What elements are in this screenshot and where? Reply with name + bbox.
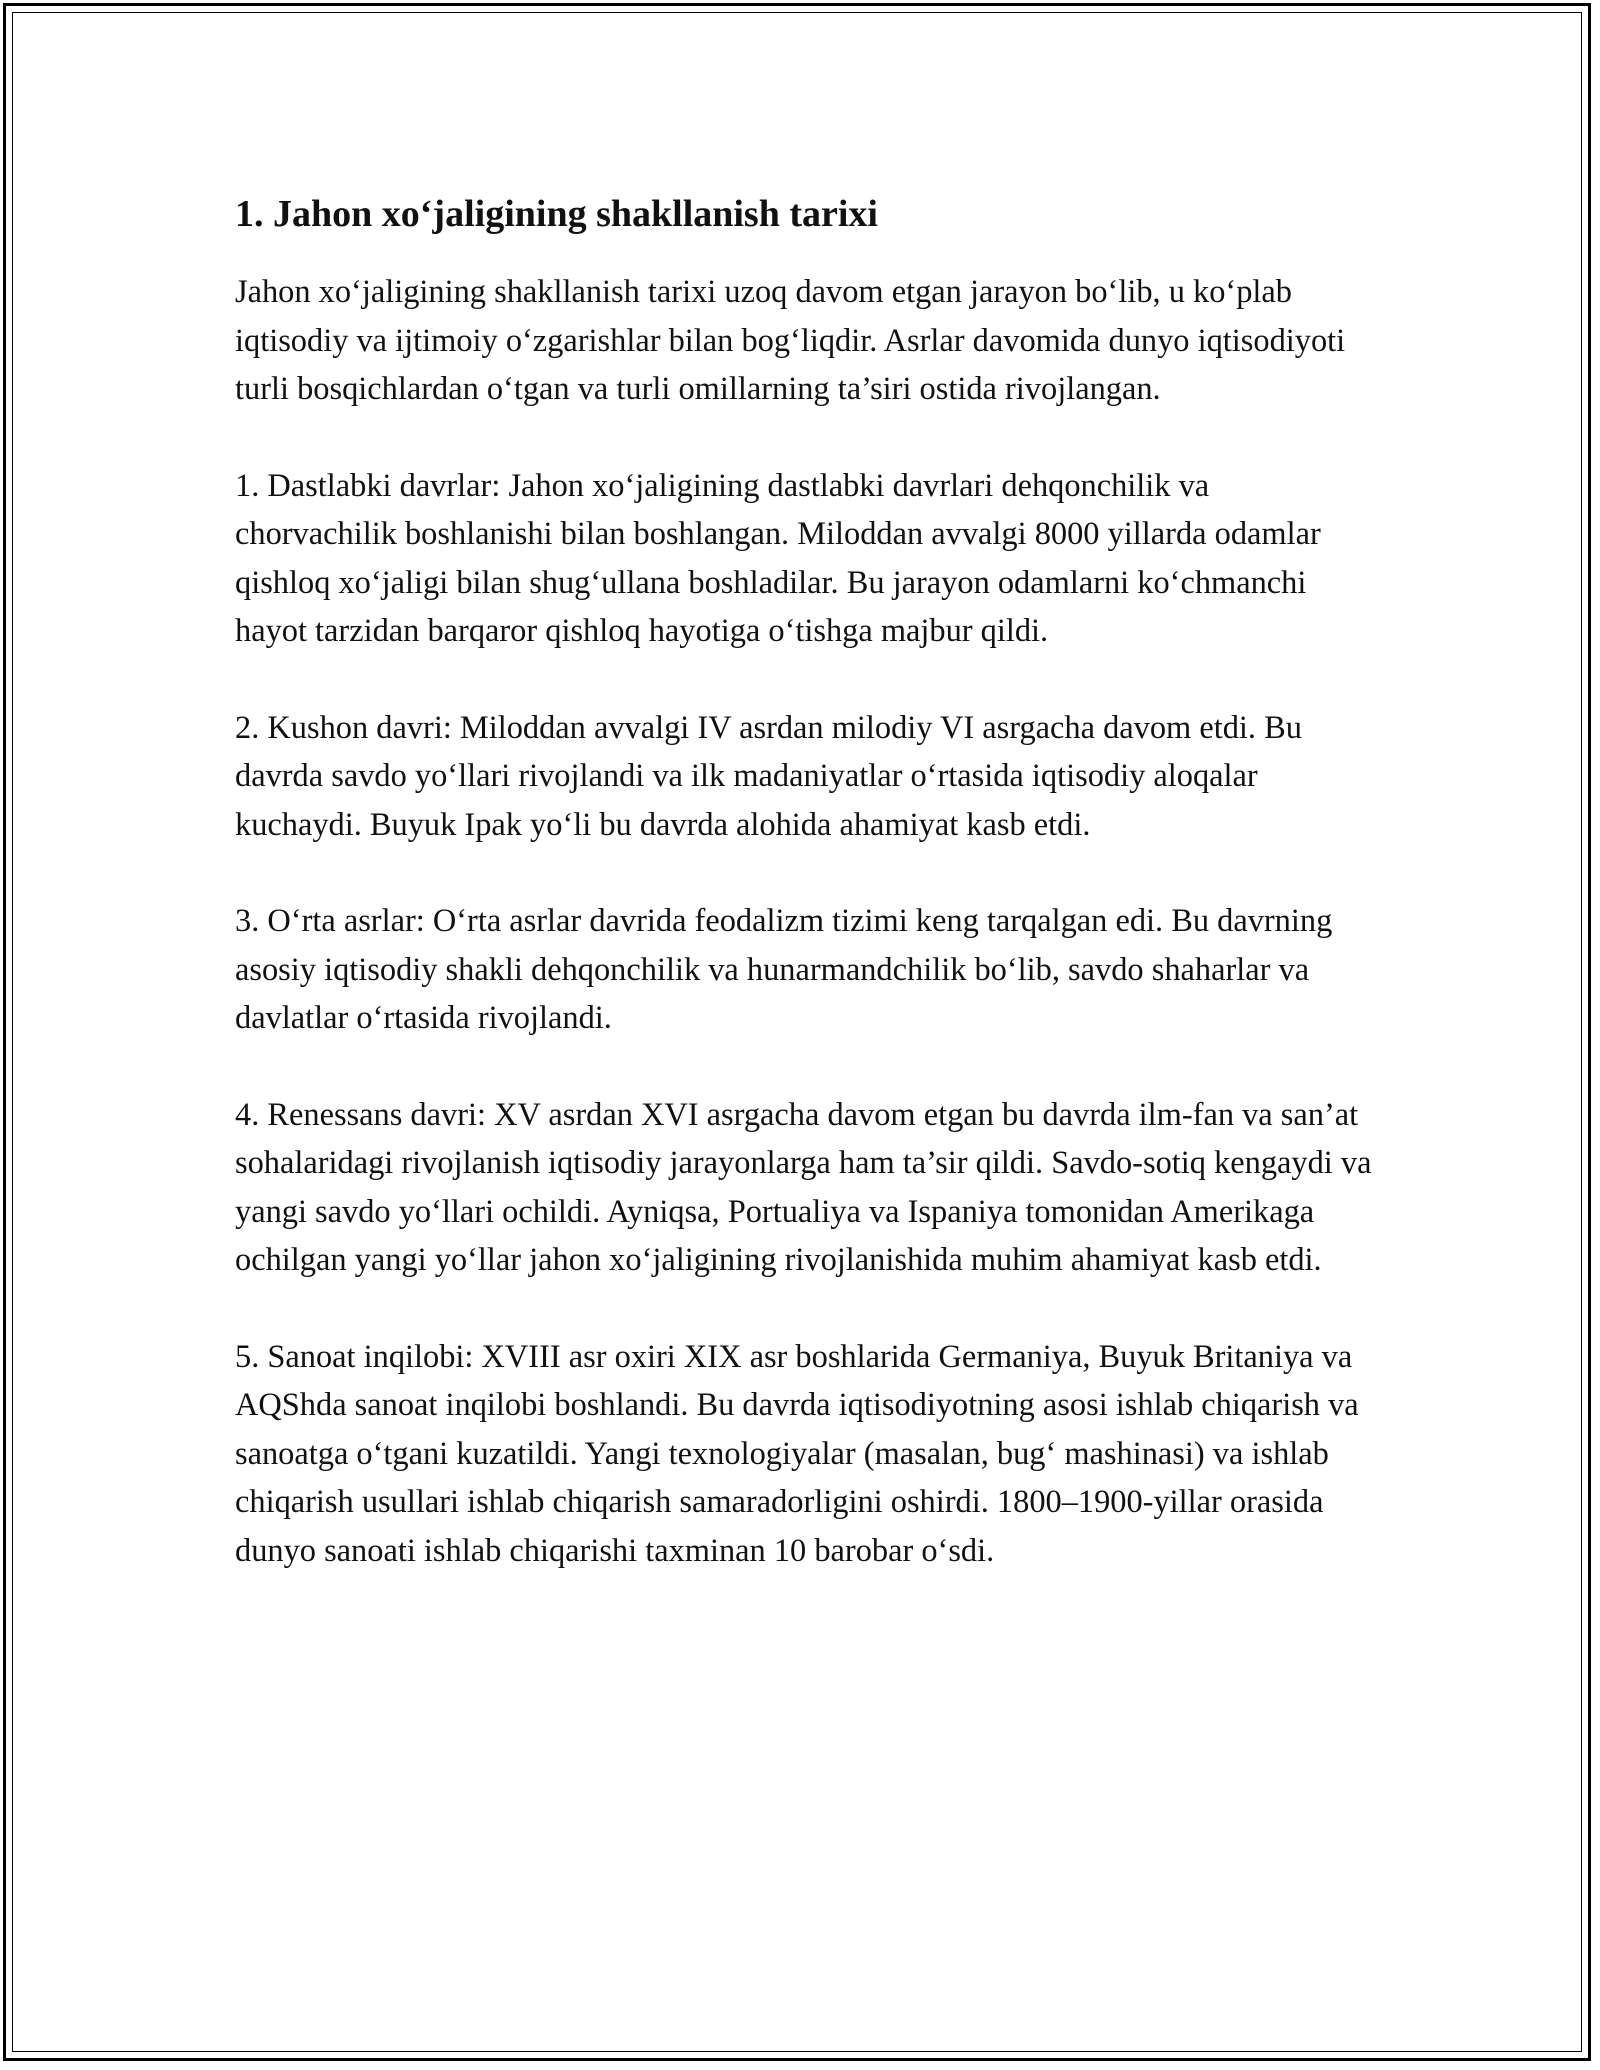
paragraph-kushan-period: 2. Kushon davri: Miloddan avvalgi IV asrdan milodiy VI asrgacha davom etdi. Bu davrda savdo yo‘llari rivojlandi va ilk madaniyatlar o‘rtasida iqtisodiy aloqalar kuchaydi. Buyuk Ipak yo‘li bu davrda alohida ahamiyat kasb etdi.: [235, 709, 1302, 843]
paragraph-industrial-revolution: 5. Sanoat inqilobi: XVIII asr oxiri XIX asr boshlarida Germaniya, Buyuk Britaniya va AQShda sanoat inqilobi boshlandi. Bu davrda iqtisodiyotning asosi ishlab chiqarish va sanoatga o‘tgani kuzatildi. Yangi texnologiyalar (masalan, bug‘ mashinasi) va ishlab chiqarish usullari ishlab chiqarish samaradorligini oshirdi. 1800–1900-yillar orasida dunyo sanoati ishlab chiqarishi taxminan 10 barobar o‘sdi.: [235, 1338, 1359, 1569]
document-title: 1. Jahon xo‘jaligining shakllanish tarixi: [235, 193, 878, 235]
paragraph-early-periods: 1. Dastlabki davrlar: Jahon xo‘jaligining dastlabki davrlari dehqonchilik va chorvachilik boshlanishi bilan boshlangan. Miloddan avvalgi 8000 yillarda odamlar qishloq xo‘jaligi bilan shug‘ullana boshladilar. Bu jarayon odamlarni ko‘chmanchi hayot tarzidan barqaror qishloq hayotiga o‘tishga majbur qildi.: [235, 467, 1321, 649]
paragraph-middle-ages: 3. O‘rta asrlar: O‘rta asrlar davrida feodalizm tizimi keng tarqalgan edi. Bu davrning asosiy iqtisodiy shakli dehqonchilik va hunarmandchilik bo‘lib, savdo shaharlar va davlatlar o‘rtasida rivojlandi.: [235, 903, 1333, 1036]
paragraph-renaissance: 4. Renessans davri: XV asrdan XVI asrgacha davom etgan bu davrda ilm-fan va san’at sohalaridagi rivojlanish iqtisodiy jarayonlarga ham ta’sir qildi. Savdo-sotiq kengaydi va yangi savdo yo‘llari ochildi. Ayniqsa, Portualiya va Ispaniya tomonidan Amerikaga ochilgan yangi yo‘llar jahon xo‘jaligining rivojlanishida muhim ahamiyat kasb etdi.: [235, 1096, 1372, 1278]
document-body: [235, 188, 1375, 1623]
intro-paragraph: Jahon xo‘jaligining shakllanish tarixi uzoq davom etgan jarayon bo‘lib, u ko‘plab iqtisodiy va ijtimoiy o‘zgarishlar bilan bog‘liqdir. Asrlar davomida dunyo iqtisodiyoti turli bosqichlardan o‘tgan va turli omillarning ta’siri ostida rivojlangan.: [235, 274, 1346, 407]
